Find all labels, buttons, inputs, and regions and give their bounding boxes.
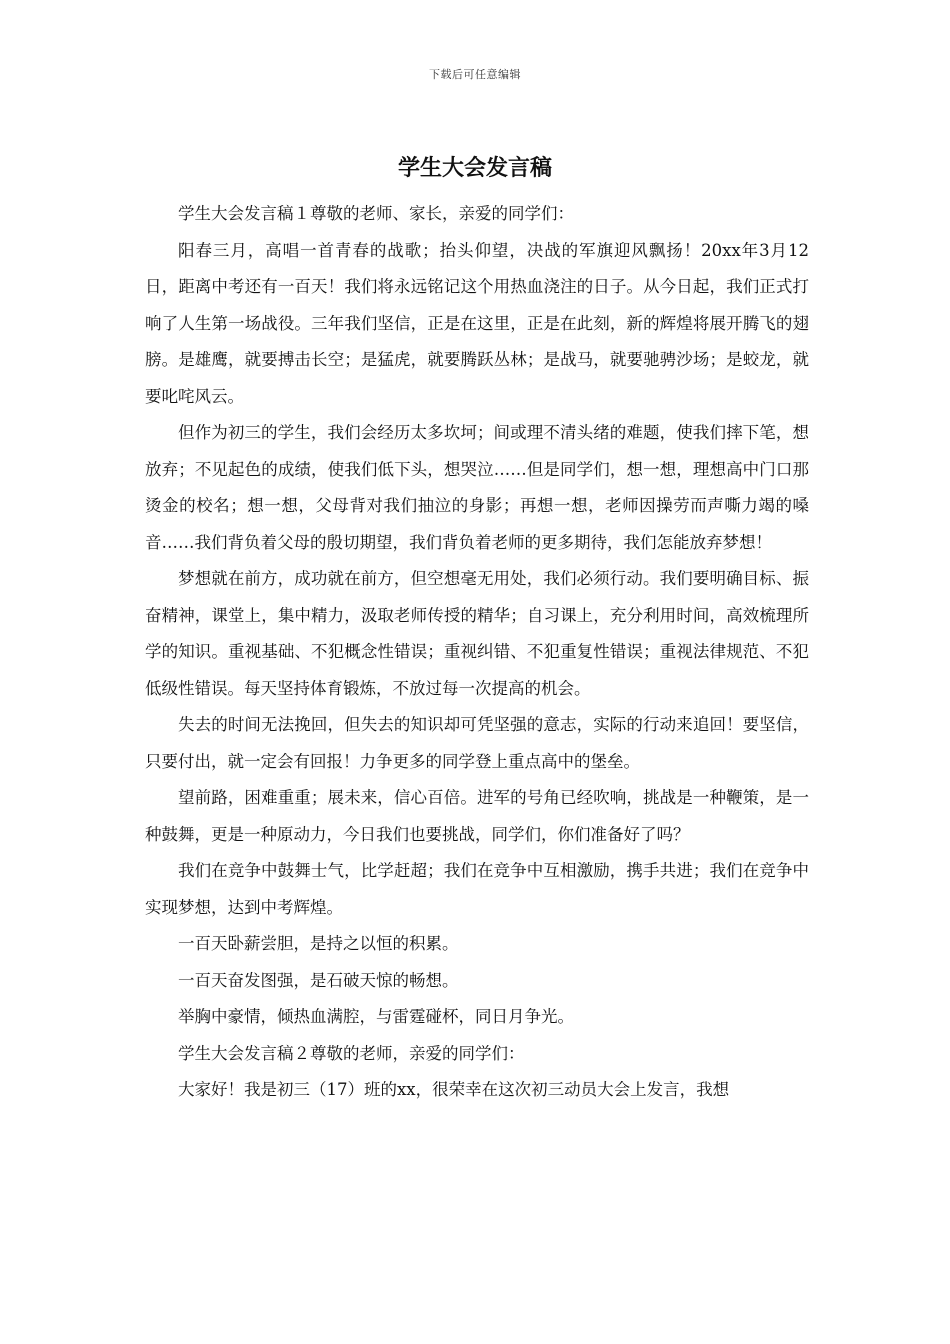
document-title: 学生大会发言稿 xyxy=(397,155,552,181)
paragraph: 大家好！我是初三（17）班的xx，很荣幸在这次初三动员大会上发言，我想 xyxy=(178,1080,730,1099)
paragraph: 一百天奋发图强，是石破天惊的畅想。 xyxy=(178,970,459,990)
paragraph: 但作为初三的学生，我们会经历太多坎坷；间或理不清头绪的难题，使我们摔下笔，想放弃；不见起色的成绩，使我们低下头，想哭泣……但是同学们，想一想，理想高中门口那烫金的校名；想一想，父母背对我们抽泣的身影；再想一想，老师因操劳而声嘶力竭的嗓音……我们背负着父母的殷切期望，我们背负着老师的更多期待，我们怎能放弃梦想！ xyxy=(145,423,809,552)
paragraph: 我们在竞争中鼓舞士气，比学赶超；我们在竞争中互相激励，携手共进；我们在竞争中实现梦想，达到中考辉煌。 xyxy=(145,861,809,917)
paragraph: 梦想就在前方，成功就在前方，但空想毫无用处，我们必须行动。我们要明确目标、振奋精神，课堂上，集中精力，汲取老师传授的精华；自习课上，充分利用时间，高效梳理所学的知识。重视基础、不犯概念性错误；重视纠错、不犯重复性错误；重视法律规范、不犯低级性错误。每天坚持体育锻炼，不放过每一次提高的机会。 xyxy=(145,569,809,698)
paragraph: 学生大会发言稿１尊敬的老师、家长，亲爱的同学们： xyxy=(178,204,574,223)
paragraph: 失去的时间无法挽回，但失去的知识却可凭坚强的意志，实际的行动来追回！要坚信，只要付出，就一定会有回报！力争更多的同学登上重点高中的堡垒。 xyxy=(145,715,809,771)
paragraph: 举胸中豪情，倾热血满腔，与雷霆碰杯，同日月争光。 xyxy=(178,1007,574,1026)
document-body xyxy=(145,196,809,1109)
paragraph: 望前路，困难重重；展未来，信心百倍。进军的号角已经吹响，挑战是一种鞭策，是一种鼓舞，更是一种原动力，今日我们也要挑战，同学们，你们准备好了吗？ xyxy=(145,788,809,844)
paragraph: 学生大会发言稿２尊敬的老师，亲爱的同学们： xyxy=(178,1043,525,1063)
header-note: 下载后可任意编辑 xyxy=(429,68,521,81)
paragraph: 一百天卧薪尝胆，是持之以恒的积累。 xyxy=(178,934,459,953)
paragraph: 阳春三月，高唱一首青春的战歌；抬头仰望，决战的军旗迎风飘扬！20xx年3月12日，距离中考还有一百天！我们将永远铭记这个用热血浇注的日子。从今日起，我们正式打响了人生第一场战役。三年我们坚信，正是在这里，正是在此刻，新的辉煌将展开腾飞的翅膀。是雄鹰，就要搏击长空；是猛虎，就要腾跃丛林；是战马，就要驰骋沙场；是蛟龙，就要叱咤风云。 xyxy=(145,240,809,406)
